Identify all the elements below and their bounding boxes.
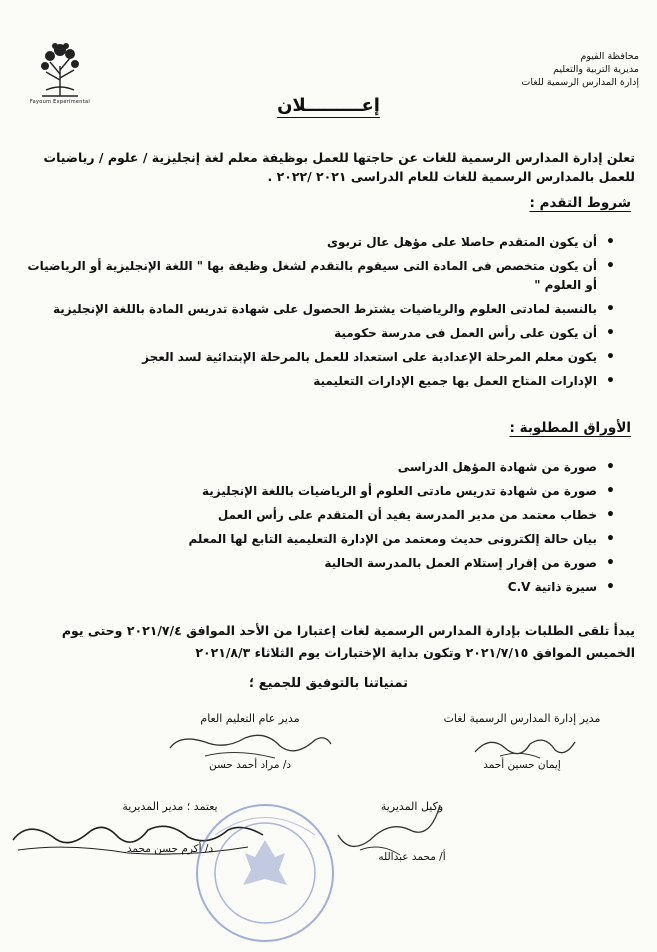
signature-name: د/ مراد أحمد حسن xyxy=(208,759,292,771)
documents-heading: الأوراق المطلوبة : xyxy=(509,420,631,436)
signature-role: يعتمد ؛ مدير المديرية xyxy=(122,800,218,813)
header-block xyxy=(459,50,639,89)
list-item: • صورة من إقرار إستلام العمل بالمدرسة الحالية xyxy=(20,554,597,573)
signature-role: وكيل المديرية xyxy=(380,800,444,813)
list-item: • سيرة ذاتية C.V xyxy=(20,578,597,597)
conditions-heading: شروط التقدم : xyxy=(529,195,631,211)
page-title: إعـــــــــلان xyxy=(277,95,380,116)
header-line: محافظة الفيوم xyxy=(580,51,639,62)
list-item: • أن يكون متخصص فى المادة التى سيقوم بالتقدم لشغل وظيفة بها " اللغة الإنجليزية أو الرياضيات أو العلوم " xyxy=(20,257,597,295)
intro-paragraph: تعلن إدارة المدارس الرسمية للغات عن حاجتها للعمل بوظيفة معلم لغة إنجليزية / علوم / رياضيات للعمل بالمدارس الرسمية للغات للعام الدراسى ٢٠٢١ /٢٠٢٢ . xyxy=(43,150,635,184)
signature-role: مدير إدارة المدارس الرسمية لغات xyxy=(443,712,601,725)
conditions-list xyxy=(20,233,617,396)
list-item: • صورة من شهادة المؤهل الدراسى xyxy=(20,458,597,477)
signature-name: إيمان حسين أحمد xyxy=(483,759,561,771)
list-item: • بيان حالة إلكترونى حديث ومعتمد من الإدارة التعليمية التابع لها المعلم xyxy=(20,530,597,549)
handwritten-signature-1 xyxy=(470,730,580,762)
dates-paragraph: يبدأ تلقى الطلبات بإدارة المدارس الرسمية لغات إعتبارا من الأحد الموافق ٢٠٢١/٧/٤ وحتى يوم الخميس الموافق ٢٠٢١/٧/١٥ وتكون بداية الإختبارات يوم الثلاثاء ٢٠٢١/٨/٣ xyxy=(61,623,635,660)
signature-name: أ/ محمد عبدالله xyxy=(378,851,446,863)
list-item: • الإدارات المتاح العمل بها جميع الإدارات التعليمية xyxy=(20,372,597,391)
list-item: • خطاب معتمد من مدير المدرسة يفيد أن المتقدم على رأس العمل xyxy=(20,506,597,525)
documents-list xyxy=(20,458,617,602)
list-item: • صورة من شهادة تدريس مادتى العلوم أو الرياضيات باللغة الإنجليزية xyxy=(20,482,597,501)
title-block xyxy=(0,95,657,116)
list-item: • يكون معلم المرحلة الإعدادية على استعداد للعمل بالمرحلة الإبتدائية لسد العجز xyxy=(20,348,597,367)
list-item: • بالنسبة لمادتى العلوم والرياضيات يشترط الحصول على شهادة تدريس المادة باللغة الإنجليزية xyxy=(20,300,597,319)
header-line: إدارة المدارس الرسمية للغات xyxy=(521,77,639,88)
handwritten-signature-3 xyxy=(330,800,450,860)
signature-name: د/ أكرم حسن محمد xyxy=(126,843,214,855)
signature-role: مدير عام التعليم العام xyxy=(200,712,300,725)
tree-logo-icon xyxy=(38,40,82,98)
official-seal-stamp xyxy=(185,795,345,945)
handwritten-signature-2 xyxy=(165,728,335,764)
logo-caption: Fayoum Experimental xyxy=(29,99,91,105)
closing-line: تمنياتنا بالتوفيق للجميع ؛ xyxy=(248,676,409,691)
list-item: • أن يكون المتقدم حاصلا على مؤهل عال تربوى xyxy=(20,233,597,252)
header-line: مديرية التربية والتعليم xyxy=(553,64,639,75)
list-item: • أن يكون على رأس العمل فى مدرسة حكومية xyxy=(20,324,597,343)
